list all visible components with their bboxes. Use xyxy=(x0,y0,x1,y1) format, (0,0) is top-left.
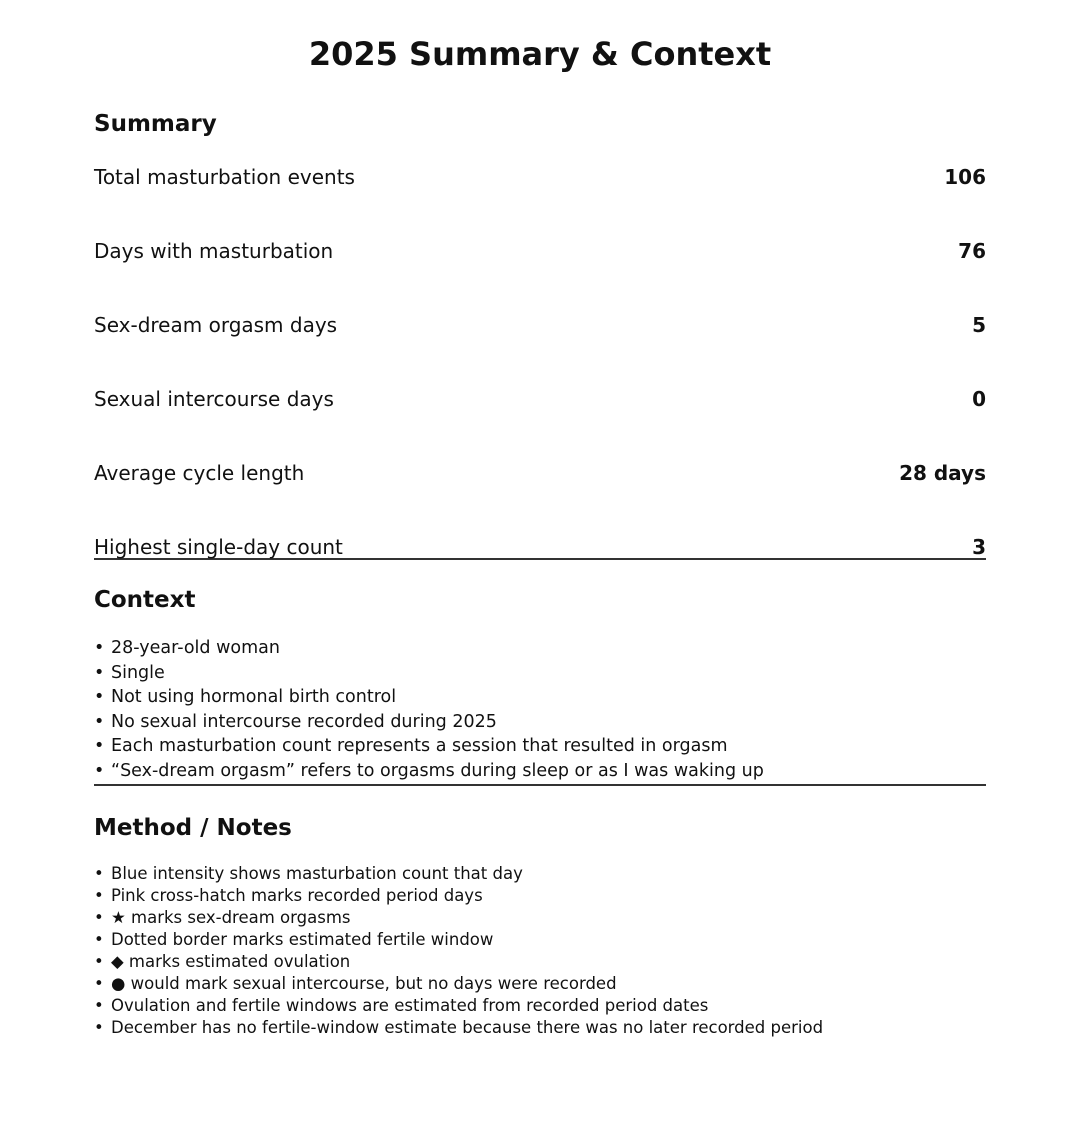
bullet-marker: • xyxy=(94,711,105,732)
method-bullet-item xyxy=(94,907,986,929)
summary-row-value: 28 days xyxy=(899,461,986,485)
method-bullet-text: Dotted border marks estimated fertile window xyxy=(111,929,494,949)
context-bullet-text: Single xyxy=(111,662,165,683)
context-bullet-list xyxy=(94,636,986,784)
method-bullet-text: Ovulation and fertile windows are estimated from recorded period dates xyxy=(111,995,709,1015)
method-bullet-item xyxy=(94,863,986,885)
summary-row-label: Sexual intercourse days xyxy=(94,387,334,411)
context-bullet-text: 28-year-old woman xyxy=(111,638,280,658)
summary-row xyxy=(94,315,986,336)
method-bullet-text: ◆ marks estimated ovulation xyxy=(111,951,351,971)
context-bullet-item xyxy=(94,759,986,784)
summary-row-label: Days with masturbation xyxy=(94,239,334,263)
method-bullet-text: ● would mark sexual intercourse, but no days were recorded xyxy=(111,973,617,993)
bullet-marker: • xyxy=(94,863,104,883)
summary-rows xyxy=(94,167,986,558)
method-notes-heading: Method / Notes xyxy=(94,814,292,841)
context-bullet-item xyxy=(94,710,986,735)
context-bullet-text: Not using hormonal birth control xyxy=(111,687,397,708)
bullet-marker: • xyxy=(94,638,105,658)
summary-row-label: Average cycle length xyxy=(94,461,305,485)
context-bullet-text: Each masturbation count represents a session that resulted in orgasm xyxy=(111,736,728,757)
method-bullet-text: Pink cross-hatch marks recorded period days xyxy=(111,885,483,905)
bullet-marker: • xyxy=(94,687,105,708)
summary-row xyxy=(94,167,986,188)
method-bullet-list xyxy=(94,863,986,1039)
summary-row-label: Sex-dream orgasm days xyxy=(94,313,338,337)
summary-row-value: 76 xyxy=(958,239,986,263)
method-bullet-text: Blue intensity shows masturbation count that day xyxy=(111,863,523,883)
bullet-marker: • xyxy=(94,951,104,971)
context-bullet-item xyxy=(94,685,986,710)
context-heading: Context xyxy=(94,587,196,613)
bullet-marker: • xyxy=(94,662,105,683)
bullet-marker: • xyxy=(94,973,104,993)
context-bullet-item xyxy=(94,636,986,661)
method-bullet-item xyxy=(94,929,986,951)
bullet-marker: • xyxy=(94,1017,104,1037)
summary-row-label: Total masturbation events xyxy=(94,165,355,189)
summary-row-value: 0 xyxy=(972,387,986,411)
method-bullet-text: December has no fertile-window estimate because there was no later recorded period xyxy=(111,1017,824,1037)
summary-row xyxy=(94,241,986,262)
bullet-marker: • xyxy=(94,995,104,1015)
method-bullet-text: ★ marks sex-dream orgasms xyxy=(111,907,351,927)
method-bullet-item xyxy=(94,1017,986,1039)
bullet-marker: • xyxy=(94,907,104,927)
summary-row-value: 3 xyxy=(972,535,986,559)
context-bullet-item xyxy=(94,661,986,686)
section-divider xyxy=(94,784,986,786)
summary-row xyxy=(94,463,986,484)
bullet-marker: • xyxy=(94,885,104,905)
bullet-marker: • xyxy=(94,736,105,757)
method-notes-section xyxy=(94,816,986,1039)
context-bullet-text: “Sex-dream orgasm” refers to orgasms during sleep or as I was waking up xyxy=(111,760,764,781)
context-section xyxy=(94,588,986,784)
method-bullet-item xyxy=(94,951,986,973)
summary-section xyxy=(94,112,986,558)
summary-row xyxy=(94,389,986,410)
context-bullet-item xyxy=(94,734,986,759)
bullet-marker: • xyxy=(94,760,105,781)
page-title: 2025 Summary & Context xyxy=(308,35,772,73)
method-bullet-item xyxy=(94,995,986,1017)
summary-row-label: Highest single-day count xyxy=(94,535,343,559)
method-bullet-item xyxy=(94,885,986,907)
summary-heading: Summary xyxy=(94,111,217,137)
summary-row xyxy=(94,537,986,558)
context-bullet-text: No sexual intercourse recorded during 2025 xyxy=(111,711,497,732)
bullet-marker: • xyxy=(94,929,104,949)
summary-row-value: 5 xyxy=(972,313,986,337)
summary-row-value: 106 xyxy=(944,165,986,189)
method-bullet-item xyxy=(94,973,986,995)
